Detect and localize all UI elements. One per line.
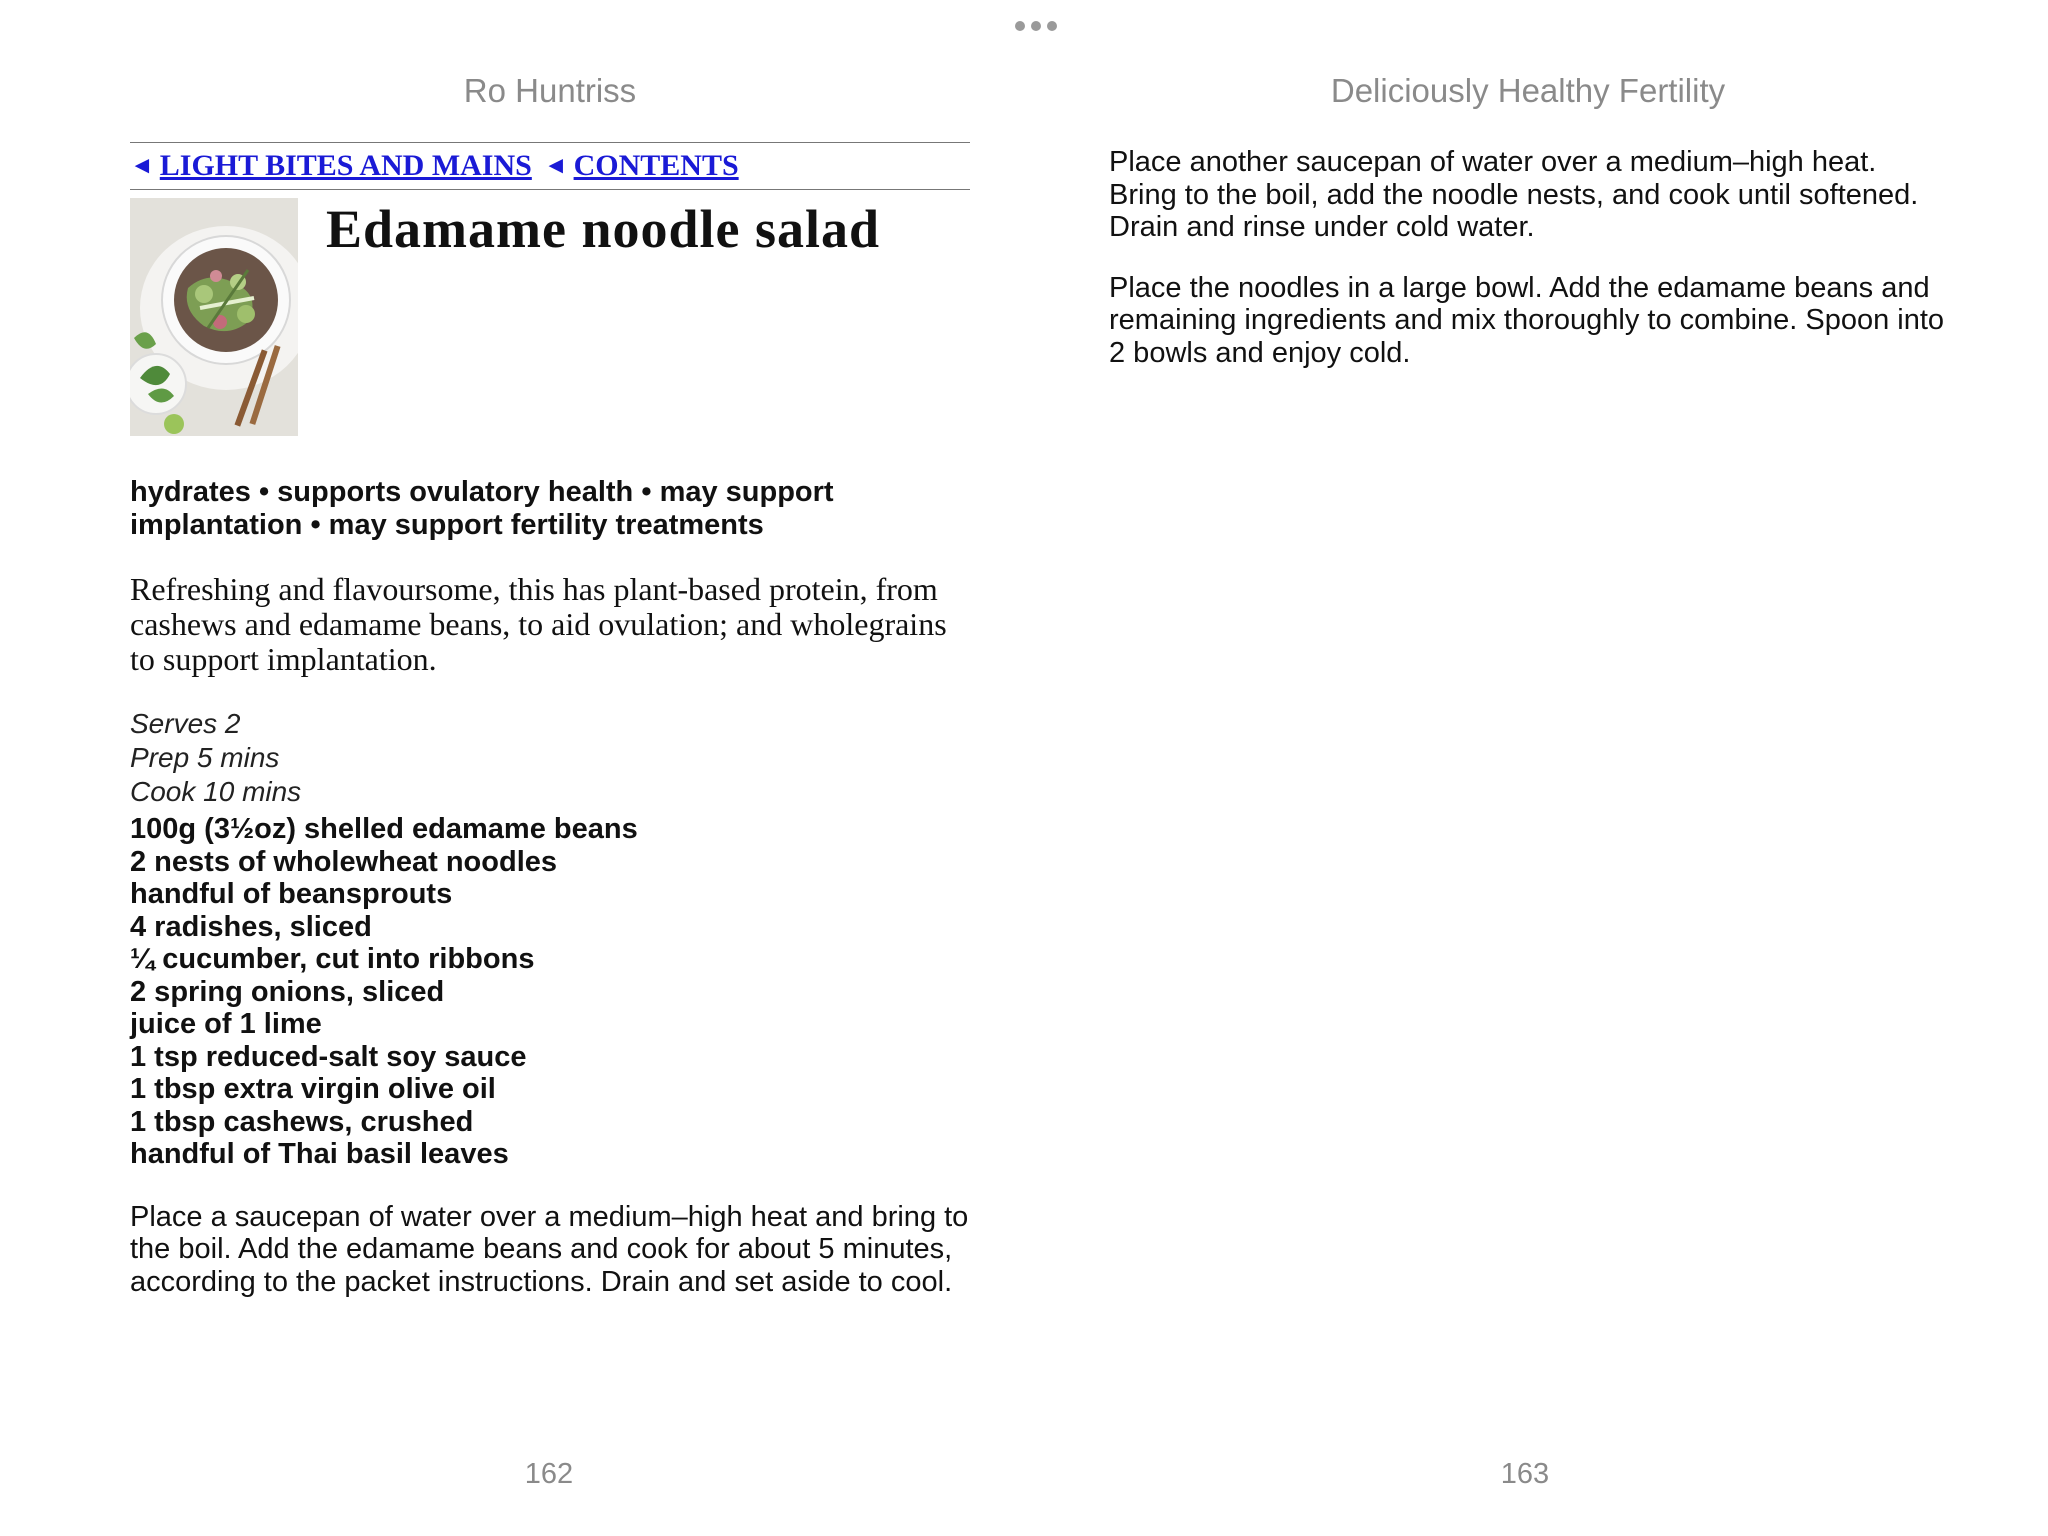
recipe-intro: Refreshing and flavoursome, this has plant-based protein, from cashews and edamame beans, to aid ovulation; and wholegrains to support implantation.: [130, 571, 947, 677]
ingredient-item: handful of beansprouts: [130, 878, 453, 910]
serves-text: Serves 2: [130, 708, 241, 739]
ingredient-item: 2 spring onions, sliced: [130, 975, 445, 1008]
dot-icon: [1015, 21, 1025, 31]
section-link[interactable]: LIGHT BITES AND MAINS: [159, 149, 532, 182]
prep-time-text: Prep 5 mins: [130, 742, 280, 773]
benefit-tags: [130, 476, 970, 542]
cook-time-text: Cook 10 mins: [130, 776, 302, 807]
recipe-header: [130, 198, 970, 448]
ingredient-item: juice of 1 lime: [130, 1008, 322, 1040]
separator-bullet: •: [641, 476, 660, 508]
page-number-left: 162: [524, 1458, 574, 1490]
back-arrow-icon: ◄: [130, 152, 154, 179]
ingredient-item: 1 tsp reduced-salt soy sauce: [130, 1040, 527, 1073]
benefit-tag: may support fertility treatments: [328, 509, 764, 541]
recipe-photo[interactable]: [130, 198, 298, 436]
recipe-title: Edamame noodle salad: [326, 199, 881, 259]
ingredients-list: [130, 813, 970, 1171]
left-page: [130, 142, 970, 1298]
method-step: Place a saucepan of water over a medium–high heat and bring to the boil. Add the edamame beans and cook for about 5 minutes, according to the packet instructions. Drain and set aside to cool.: [130, 1200, 969, 1298]
benefit-tag: hydrates: [130, 476, 251, 508]
right-page: [1109, 146, 1949, 397]
ingredient-item: 1 tbsp cashews, crushed: [130, 1105, 474, 1138]
ingredient-item: 1 tbsp extra virgin olive oil: [130, 1073, 496, 1105]
ingredient-item: 100g (3½oz) shelled edamame beans: [130, 813, 638, 845]
contents-link[interactable]: CONTENTS: [573, 149, 739, 182]
separator-bullet: •: [310, 509, 329, 541]
recipe-meta: [130, 707, 970, 809]
back-arrow-icon: ◄: [543, 152, 568, 179]
ingredient-item: ¼ cucumber, cut into ribbons: [130, 943, 535, 975]
method-step: Place another saucepan of water over a medium–high heat. Bring to the boil, add the noodle nests, and cook until softened. Drain and rinse under cold water.: [1109, 146, 1919, 243]
ingredient-item: 4 radishes, sliced: [130, 910, 372, 943]
page-number-right: 163: [1500, 1458, 1550, 1490]
benefit-tag: may support implantation: [130, 476, 834, 541]
dot-icon: [1031, 21, 1041, 31]
separator-bullet: •: [258, 476, 278, 508]
benefit-tag: supports ovulatory health: [277, 476, 634, 508]
chapter-nav: [130, 142, 970, 190]
running-head-author: Ro Huntriss: [463, 72, 637, 109]
more-options-button[interactable]: [1012, 16, 1060, 36]
ingredient-item: 2 nests of wholewheat noodles: [130, 845, 558, 878]
dot-icon: [1047, 21, 1057, 31]
running-head-book-title: Deliciously Healthy Fertility: [1330, 72, 1726, 109]
method-step: Place the noodles in a large bowl. Add the edamame beans and remaining ingredients and mix thoroughly to combine. Spoon into 2 bowls and enjoy cold.: [1109, 271, 1945, 369]
ingredient-item: handful of Thai basil leaves: [130, 1138, 509, 1170]
